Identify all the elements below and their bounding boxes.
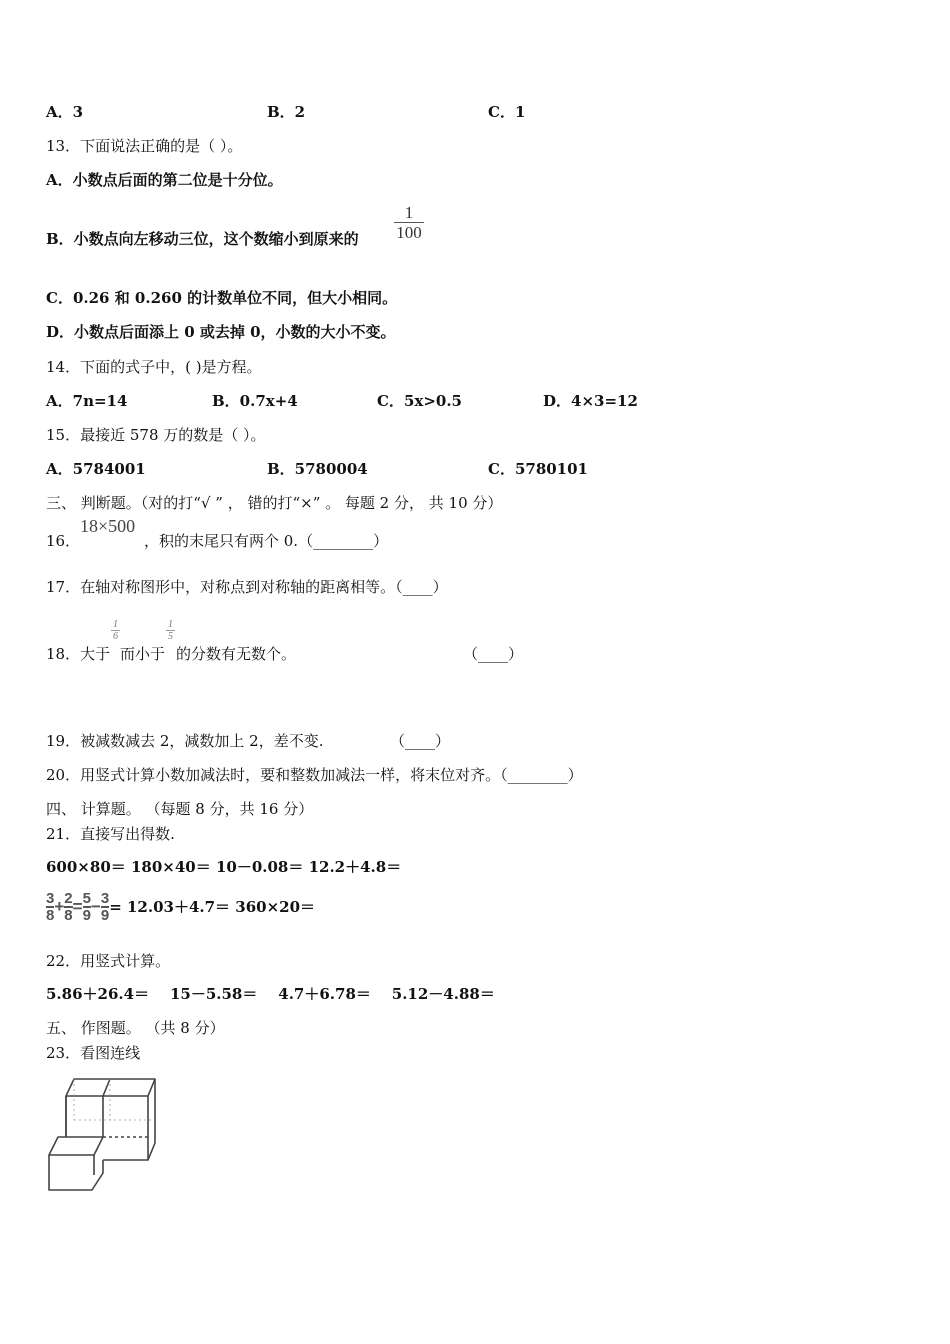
q14-stem: 14．下面的式子中，( )是方程。: [46, 358, 262, 376]
q16-text: ，积的末尾只有两个 0.（________）: [144, 532, 389, 550]
q21-row-2: $\frac{3}{8}$ + $\frac{2}{8}$ = $\frac{5}{9}$ − $\frac{3}{9}$ = 12.03＋4.7＝ 360×20＝: [46, 890, 316, 924]
q13-stem: 13．下面说法正确的是（ ）。: [46, 137, 243, 155]
q18-fraction-1: 1 6: [113, 619, 118, 642]
q21-row-1: 600×80＝ 180×40＝ 10－0.08＝ 12.2＋4.8＝: [46, 858, 402, 876]
q21-fraction-3-9: $\frac{3}{9}$: [100, 890, 110, 924]
q20: 20．用竖式计算小数加减法时，要和整数加减法一样，将末位对齐。（________）: [46, 766, 583, 784]
q13-option-c: C．0.26 和 0.260 的计数单位不同，但大小相同。: [46, 289, 398, 307]
q16-number: 16．: [46, 532, 81, 550]
section-4-heading: 四、 计算题。 （每题 8 分，共 16 分）: [46, 800, 314, 818]
q13-fraction-denominator: 100: [396, 223, 422, 242]
q19-blank: （____）: [390, 732, 451, 750]
q17: 17．在轴对称图形中，对称点到对称轴的距离相等。（____）: [46, 578, 448, 596]
q18-part3: 的分数有无数个。: [176, 645, 297, 663]
q15-option-a: A．5784001: [46, 460, 146, 478]
q18-fraction-2: 1 5: [168, 619, 173, 642]
q23-stem: 23．看图连线: [46, 1044, 141, 1062]
section-5-heading: 五、 作图题。 （共 8 分）: [46, 1019, 225, 1037]
q12-option-a: A．3: [46, 103, 84, 121]
q15-option-b: B．5780004: [267, 460, 368, 478]
q12-option-b: B．2: [267, 103, 306, 121]
q21-fraction-3-8: $\frac{3}{8}$: [46, 890, 55, 924]
section-3-heading: 三、 判断题。（对的打“√ ” ， 错的打“×” 。 每题 2 分， 共 10 分）: [46, 494, 503, 512]
q22-row: 5.86＋26.4＝ 15－5.58＝ 4.7＋6.78＝ 5.12－4.88＝: [46, 985, 495, 1003]
q18-part1: 18．大于: [46, 645, 111, 663]
q21-fraction-5-9: $\frac{5}{9}$: [82, 890, 91, 924]
q19: 19．被减数减去 2，减数加上 2，差不变.: [46, 732, 324, 750]
q16-expression: 18×500: [80, 516, 136, 536]
q14-option-c: C．5x>0.5: [377, 392, 462, 410]
q13-option-d: D．小数点后面添上 0 或去掉 0，小数的大小不变。: [46, 323, 396, 341]
q22-stem: 22．用竖式计算。: [46, 952, 171, 970]
q14-option-a: A．7n=14: [46, 392, 128, 410]
q15-stem: 15．最接近 578 万的数是（ ）。: [46, 426, 266, 444]
stacked-cubes-figure: [44, 1075, 159, 1195]
q12-option-c: C．1: [488, 103, 526, 121]
q13-fraction-numerator: 1: [404, 203, 414, 222]
q14-option-d: D．4×3=12: [543, 392, 638, 410]
q18-blank: （____）: [463, 645, 524, 663]
q13-fraction: [394, 203, 424, 242]
q13-option-a: A．小数点后面的第二位是十分位。: [46, 171, 283, 189]
q13-option-b: B．小数点向左移动三位，这个数缩小到原来的: [46, 230, 359, 248]
q15-option-c: C．5780101: [488, 460, 588, 478]
q21-stem: 21．直接写出得数.: [46, 825, 175, 843]
q21-fraction-2-8: $\frac{2}{8}$: [64, 890, 73, 924]
q14-option-b: B．0.7x+4: [212, 392, 298, 410]
q18-part2: 而小于: [120, 645, 166, 663]
